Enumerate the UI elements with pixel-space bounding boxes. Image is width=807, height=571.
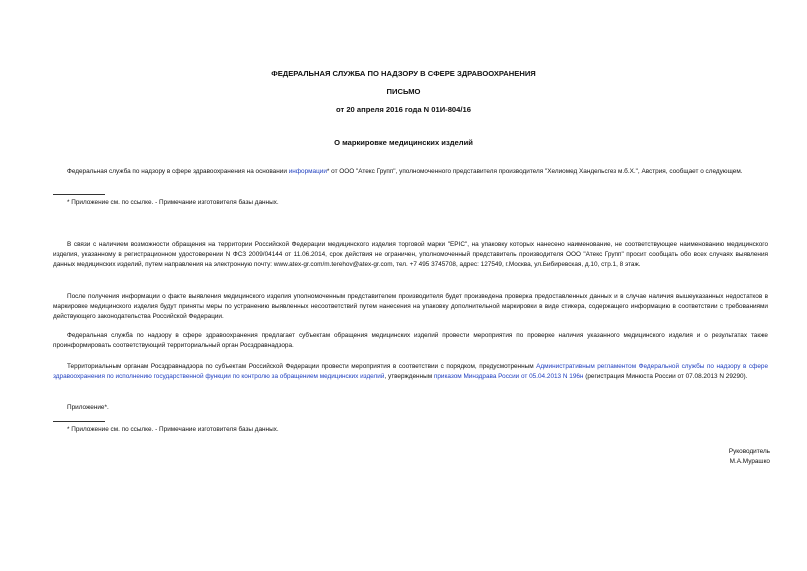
attachment-line: Приложение*. (67, 404, 109, 411)
document-type: ПИСЬМО (386, 87, 421, 96)
footnote-1: * Приложение см. по ссылке. - Примечание изготовителя базы данных. (67, 199, 279, 206)
paragraph-5 (53, 362, 768, 382)
paragraph-4: Федеральная служба по надзору в сфере здравоохранения предлагает субъектам обращения медицинских изделий провести мероприятия по проверке наличия указанного медицинского изделия и о результатах также проинформировать соответствующий территориальный орган Росздравнадзора. (53, 332, 768, 350)
paragraph-5-text-b: , утвержденным (384, 373, 434, 381)
footnote-divider-2 (53, 421, 105, 422)
information-link[interactable]: информации (288, 168, 327, 175)
paragraph-2: В связи с наличием возможности обращения на территории Российской Федерации медицинского изделия торговой марки "EPIC", на упаковку которых нанесено наименование, не соответствующее наименованию медицинского изделия, указанному в регистрационном удостоверении N ФСЗ 2009/04144 от 11.06.2014, срок действия не ограничен, уполномоченный представитель производителя ООО "Атекс Групп" просит сообщать обо всех случаях выявления данных медицинских изделий, путем направления на электронную почту: www.atex-gr.com/m.terehov@atex-gr.com, тел. +7 495 3745708, адрес: 127549, г.Москва, ул.Бибиревская, д.10, стр.1, 8 этаж. (53, 241, 768, 269)
signature-title: Руководитель (728, 448, 770, 455)
footnote-divider-1 (53, 194, 105, 195)
paragraph-3: После получения информации о факте выявления медицинского изделия уполномоченным представителем производителя будет произведена проверка предоставленных данных и в случае наличия вышеуказанных недостатков в маркировке медицинского изделия будут приняты меры по устранению выявленных несоответствий путем нанесения на упаковку дополнительной маркировки в виде стикера, содержащего информацию в соответствии с требованиями действующего законодательства Российской Федерации. (53, 293, 768, 321)
document-date: от 20 апреля 2016 года N 01И-804/16 (336, 105, 471, 114)
paragraph-1-text-a: Федеральная служба по надзору в сфере здравоохранения на основании (67, 168, 289, 175)
order-link[interactable]: приказом Минздрава России от 05.04.2013 N 196н (433, 373, 584, 381)
signature-name: М.А.Мурашко (729, 458, 770, 465)
paragraph-1-text-b: * от ООО "Атекс Групп", уполномоченного представителя производителя "Хелиомед Хандельсгез м.б.Х.", Австрия, сообщает о следующем. (326, 168, 743, 175)
footnote-2: * Приложение см. по ссылке. - Примечание изготовителя базы данных. (67, 426, 279, 433)
admin-regulation-link[interactable]: Административным регламентом Федеральной службы по надзору в сфере здравоохранения по исполнению государственной функции по контролю за обращением медицинских изделий (53, 363, 768, 381)
paragraph-5-text-a: Территориальным органам Росздравнадзора по субъектам Российской Федерации провести мероприятия в соответствии с порядком, предусмотренным (67, 363, 537, 370)
paragraph-5-text-c: (регистрация Минюста России от 07.08.2013 N 29290). (583, 373, 748, 381)
agency-heading: ФЕДЕРАЛЬНАЯ СЛУЖБА ПО НАДЗОРУ В СФЕРЕ ЗДРАВООХРАНЕНИЯ (271, 69, 536, 78)
document-subject: О маркировке медицинских изделий (334, 138, 473, 147)
paragraph-1 (53, 167, 768, 177)
